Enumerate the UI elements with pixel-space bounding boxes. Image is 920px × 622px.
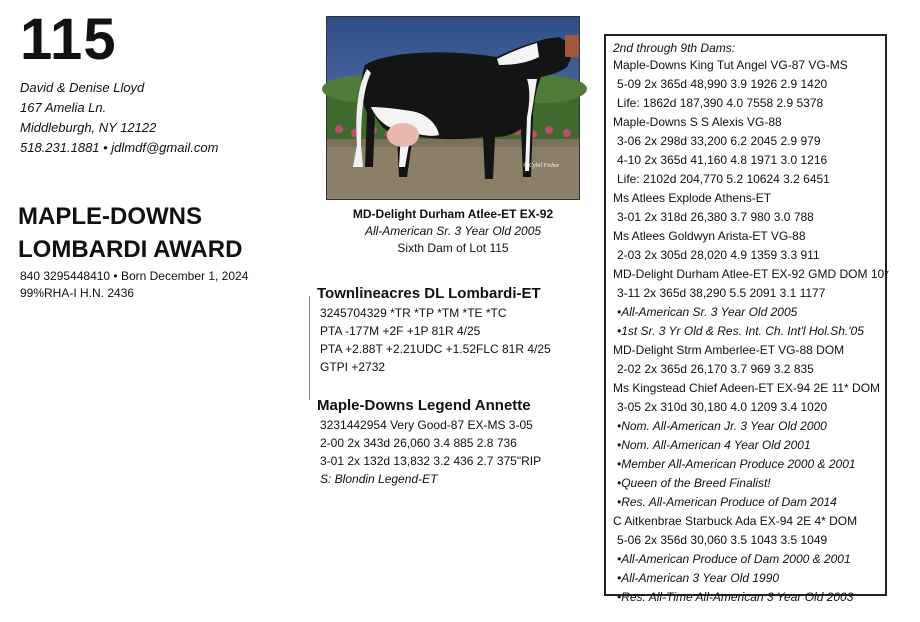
photo-caption-name: MD-Delight Durham Atlee-ET EX-92 [352,207,554,221]
animal-name-line1: MAPLE-DOWNS [18,203,202,230]
owner-city: Middleburgh, NY 12122 [20,120,157,135]
dam-entry-note: •Nom. All-American Jr. 3 Year Old 2000 [617,419,827,433]
dam-entry-name: Maple-Downs King Tut Angel VG-87 VG-MS [613,58,848,72]
dam-entry-note: •Queen of the Breed Finalist! [617,476,771,490]
dam-entry-note: •All-American 3 Year Old 1990 [617,571,780,585]
dam-entry-note: •All-American Sr. 3 Year Old 2005 [617,305,798,319]
dams-title: 2nd through 9th Dams: [613,41,736,55]
dam-entry-name: C Aitkenbrae Starbuck Ada EX-94 2E 4* DOM [613,514,858,528]
dam-line: 2-00 2x 343d 26,060 3.4 885 2.8 736 [320,436,517,450]
dam-entry-name: Ms Atlees Goldwyn Arista-ET VG-88 [613,229,806,243]
sire-line: 3245704329 *TR *TP *TM *TE *TC [320,306,507,320]
dam-entry-note: •Member All-American Produce 2000 & 2001 [617,457,856,471]
dam-entry-note: •Nom. All-American 4 Year Old 2001 [617,438,811,452]
photo-caption-award: All-American Sr. 3 Year Old 2005 [364,224,542,238]
dam-entry-record: 4-10 2x 365d 41,160 4.8 1971 3.0 1216 [617,153,828,167]
photo-caption [314,206,592,257]
dam-entry-note: •All-American Produce of Dam 2000 & 2001 [617,552,851,566]
sire-line: PTA -177M +2F +1P 81R 4/25 [320,324,481,338]
rha-line: 99%RHA-I H.N. 2436 [20,286,135,300]
dam-entry-record: Life: 1862d 187,390 4.0 7558 2.9 5378 [617,96,824,110]
dam-section [317,396,541,488]
dam-sire-line: S: Blondin Legend-ET [320,472,438,486]
animal-name-line2: LOMBARDI AWARD [18,236,243,263]
dam-entry-note: •Res. All-Time All-American 3 Year Old 2003 [617,590,854,604]
lot-number: 115 [20,7,117,72]
photo-caption-relation: Sixth Dam of Lot 115 [397,241,509,255]
dam-entry-record: 3-01 2x 318d 26,380 3.7 980 3.0 788 [617,210,814,224]
dam-entry-name: Ms Atlees Explode Athens-ET [613,191,772,205]
pedigree-bracket [309,296,310,400]
dam-entry-record: 2-03 2x 305d 28,020 4.9 1359 3.3 911 [617,248,820,262]
animal-name [18,200,242,266]
sire-section [317,284,551,376]
owner-contact: 518.231.1881 • jdlmdf@gmail.com [20,140,219,155]
dam-entry-record: 3-05 2x 310d 30,180 4.0 1209 3.4 1020 [617,400,828,414]
owner-name: David & Denise Lloyd [20,80,145,95]
dam-entry-record: 3-11 2x 365d 38,290 5.5 2091 3.1 1177 [617,286,826,300]
registration-line: 840 3295448410 • Born December 1, 2024 [20,269,249,283]
dam-name: Maple-Downs Legend Annette [317,397,531,414]
dam-entry-record: 5-09 2x 365d 48,990 3.9 1926 2.9 1420 [617,77,828,91]
sire-line: PTA +2.88T +2.21UDC +1.52FLC 81R 4/25 [320,342,551,356]
owner-info [20,78,218,158]
dam-entry-note: •1st Sr. 3 Yr Old & Res. Int. Ch. Int'l Hol.Sh.'05 [617,324,864,338]
sire-name: Townlineacres DL Lombardi-ET [317,285,541,302]
dam-entry-name: Ms Kingstead Chief Adeen-ET EX-94 2E 11* DOM [613,381,881,395]
sire-line: GTPI +2732 [320,360,386,374]
dam-entry-record: 3-06 2x 298d 33,200 6.2 2045 2.9 979 [617,134,821,148]
photo-signature: © Cybil Fisher [523,163,560,169]
dams-box [604,34,889,604]
cow-photo [326,16,580,200]
dam-entry-name: MD-Delight Strm Amberlee-ET VG-88 DOM [613,343,845,357]
dam-entry-record: 2-02 2x 365d 26,170 3.7 969 3.2 835 [617,362,814,376]
owner-address: 167 Amelia Ln. [20,100,107,115]
dam-entry-note: •Res. All-American Produce of Dam 2014 [617,495,837,509]
dam-line: 3231442954 Very Good-87 EX-MS 3-05 [320,418,533,432]
dam-entry-name: MD-Delight Durham Atlee-ET EX-92 GMD DOM 10* [613,267,889,281]
dam-entry-record: Life: 2102d 204,770 5.2 10624 3.2 6451 [617,172,830,186]
dam-entry-record: 5-06 2x 356d 30,060 3.5 1043 3.5 1049 [617,533,828,547]
dam-entry-name: Maple-Downs S S Alexis VG-88 [613,115,782,129]
registration-info [20,268,248,302]
dam-line: 3-01 2x 132d 13,832 3.2 436 2.7 375"RIP [320,454,542,468]
cow-photo-illustration [327,17,579,199]
